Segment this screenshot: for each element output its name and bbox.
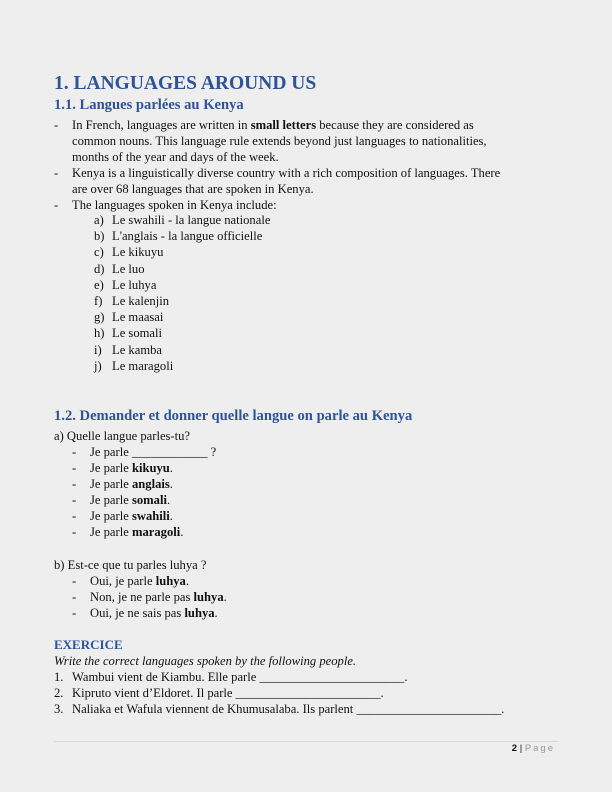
answer-text: Je parle ____________ ?	[90, 445, 217, 459]
answer-item	[90, 605, 218, 621]
answer-end: .	[166, 493, 171, 507]
answer-end: .	[169, 477, 173, 491]
bullet-line: Kenya is a linguistically diverse country with a rich composition of languages. There	[72, 166, 501, 180]
item-text: Le kamba	[112, 342, 162, 357]
answer-bold: maragoli	[131, 525, 181, 539]
answer-bold: somali	[131, 493, 167, 507]
answer-bold: luhya	[155, 574, 186, 588]
answer-bold: swahili	[131, 509, 170, 523]
item-text: Wambui vient de Kiambu. Elle parle _______________________.	[72, 670, 408, 684]
item-label: d)	[94, 261, 105, 276]
answer-end: .	[169, 461, 173, 475]
exercise-heading: EXERCICE	[54, 637, 123, 652]
bullet-line: common nouns. This language rule extends beyond just languages to nationalities,	[72, 134, 487, 148]
answer-item	[90, 492, 170, 508]
item-text: Le somali	[112, 326, 163, 341]
answer-text: Je parle	[90, 509, 132, 523]
dash: -	[72, 461, 77, 475]
answer-item	[90, 444, 216, 460]
dash: -	[72, 509, 77, 523]
section-heading-1-2: 1.2. Demander et donner quelle langue on parle au Kenya	[54, 408, 413, 424]
language-item	[94, 261, 145, 277]
answer-bold: anglais	[131, 477, 170, 491]
exercise-instruction: Write the correct languages spoken by the following people.	[54, 654, 357, 668]
item-label: e)	[94, 277, 104, 292]
answer-item	[90, 524, 183, 540]
answer-bold: kikuyu	[131, 461, 170, 475]
exercise-item	[54, 685, 384, 701]
answer-end: .	[169, 509, 173, 523]
item-number: 3.	[54, 702, 64, 716]
item-label: a)	[94, 213, 104, 227]
item-number: 1.	[54, 670, 64, 684]
answer-text: Je parle	[90, 477, 132, 491]
answer-end: .	[180, 525, 184, 539]
section-heading-1-1: 1.1. Langues parlées au Kenya	[54, 97, 244, 113]
answer-item	[90, 476, 173, 492]
answer-item	[90, 508, 173, 524]
question-b: b) Est-ce que tu parles luhya ?	[54, 558, 207, 572]
dash: -	[72, 493, 77, 507]
item-text: Naliaka et Wafula viennent de Khumusalaba. Ils parlent _______________________.	[72, 702, 505, 716]
answer-end: .	[214, 606, 218, 620]
item-text: Le luo	[112, 261, 145, 276]
answer-item	[90, 589, 227, 605]
language-item	[94, 358, 173, 374]
bullet-line: The languages spoken in Kenya include:	[72, 198, 277, 212]
language-item	[94, 325, 162, 341]
item-label: b)	[94, 229, 105, 244]
dash: -	[72, 445, 77, 459]
dash: -	[72, 525, 77, 539]
bullet-line: months of the year and days of the week.	[72, 150, 279, 164]
item-text: Le swahili - la langue nationale	[112, 213, 271, 227]
language-item	[94, 342, 162, 358]
answer-item	[90, 460, 173, 476]
dash: -	[72, 477, 77, 491]
answer-item	[90, 573, 189, 589]
language-item	[94, 244, 163, 260]
answer-text: Je parle	[90, 461, 132, 475]
bullet-line: In French, languages are written in small letters because they are considered as	[72, 118, 474, 132]
item-text: Kipruto vient d’Eldoret. Il parle _______________________.	[72, 686, 384, 700]
dash: -	[72, 606, 77, 620]
item-text: Le kalenjin	[112, 294, 169, 308]
answer-text: Je parle	[90, 493, 132, 507]
item-text: Le luhya	[112, 277, 157, 292]
exercise-item	[54, 701, 504, 717]
answer-text: Oui, je parle	[90, 574, 156, 588]
answer-end: .	[185, 574, 190, 588]
answer-bold: luhya	[184, 606, 215, 620]
language-item	[94, 277, 156, 293]
language-item	[94, 228, 262, 244]
item-text: Le maragoli	[112, 358, 174, 373]
answer-bold: luhya	[193, 590, 224, 604]
language-item	[94, 293, 169, 309]
exercise-item	[54, 669, 407, 685]
bullet-line: are over 68 languages that are spoken in Kenya.	[72, 182, 314, 196]
item-text: Le maasai	[112, 310, 164, 325]
item-label: i)	[94, 342, 102, 357]
dash: -	[72, 590, 77, 604]
item-label: c)	[94, 245, 104, 260]
answer-end: .	[223, 590, 227, 604]
item-number: 2.	[54, 686, 64, 700]
answer-text: Je parle	[90, 525, 132, 539]
question-a: a) Quelle langue parles-tu?	[54, 429, 191, 443]
answer-text: Non, je ne parle pas	[90, 590, 194, 604]
item-label: f)	[94, 294, 103, 308]
item-label: j)	[94, 358, 102, 373]
page-footer: 2 | Page	[511, 743, 555, 754]
item-label: h)	[94, 326, 105, 341]
language-item	[94, 212, 270, 228]
dash: -	[72, 574, 77, 588]
footer-divider	[54, 741, 558, 742]
page-title: 1. LANGUAGES AROUND US	[54, 73, 317, 94]
language-item	[94, 309, 163, 325]
item-label: g)	[94, 310, 105, 325]
item-text: Le kikuyu	[112, 245, 164, 260]
answer-text: Oui, je ne sais pas	[90, 606, 185, 620]
item-text: L'anglais - la langue officielle	[112, 229, 263, 244]
